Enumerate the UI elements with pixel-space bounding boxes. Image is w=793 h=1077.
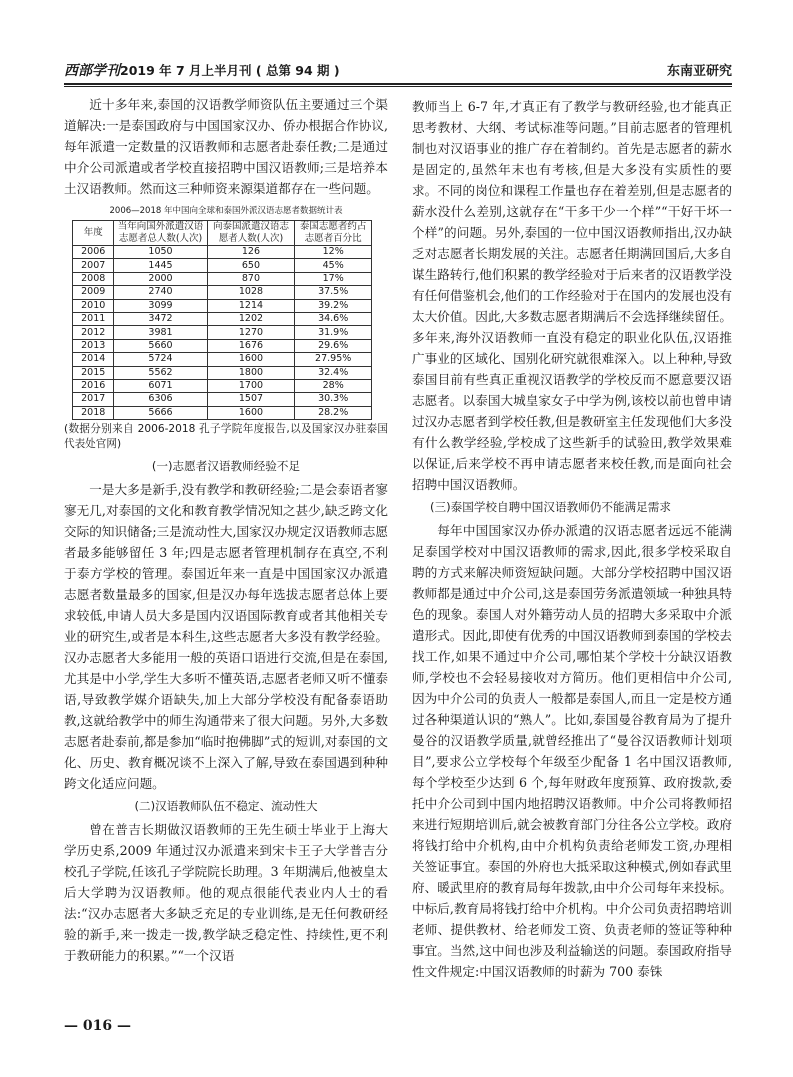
table-row: [73, 312, 372, 325]
subsection-heading-2: (二)汉语教师队伍不稳定、流动性大: [134, 799, 318, 814]
table-cell: 2011: [73, 312, 114, 325]
subsection-heading-3: (三)泰国学校自聘中国汉语教师仍不能满足需求: [430, 500, 671, 514]
table-row: [73, 379, 372, 392]
table-cell: 2017: [73, 393, 114, 406]
table-cell: 5660: [114, 339, 207, 352]
table-cell: 6071: [114, 379, 207, 392]
table-cell: 29.6%: [295, 339, 372, 352]
table-cell: 2015: [73, 366, 114, 379]
table-cell: 28.2%: [295, 406, 372, 419]
table-cell: 2018: [73, 406, 114, 419]
table-cell: 12%: [295, 246, 372, 259]
table-body: [73, 246, 372, 420]
table-cell: 30.3%: [295, 393, 372, 406]
table-cell: 2014: [73, 353, 114, 366]
table-row: [73, 366, 372, 379]
paragraph-volunteer-experience: 一是大多是新手,没有教学和教研经验;二是会泰语者寥寥无几,对泰国的文化和教育教学情况知之甚少,缺乏跨文化交际的知识储备;三是流动性大,国家汉办规定汉语教师志愿者最多能够留任 3 年;四是志愿者管理机制存在真空,不利于泰方学校的管理。泰国近年来一直是中国国家汉办派遣志愿者数量最多的国家,但是汉办每年选拔志愿者总体上要求较低,申请人员大多是国内汉语国际教育或者其他相关专业的研究生,或者是本科生,这些志愿者大多没有教学经验。汉办志愿者大多能用一般的英语口语进行交流,但是在泰国,尤其是中小学,学生大多听不懂英语,志愿者老师又听不懂泰语,导致教学媒介语缺失,加上大部分学校没有配备泰语助教,这就给教学中的师生沟通带来了很大问题。另外,大多数志愿者赴泰前,都是参加“临时抱佛脚”式的短训,对泰国的文化、历史、教育概况谈不上深入了解,导致在泰国遇到种种跨文化适应问题。: [64, 482, 388, 792]
table-cell: 5562: [114, 366, 207, 379]
table-cell: 650: [207, 259, 295, 272]
table-cell: 3099: [114, 299, 207, 312]
header-left: [64, 60, 340, 80]
table-cell: 34.6%: [295, 312, 372, 325]
table-row: [73, 286, 372, 299]
left-column: [64, 94, 388, 966]
table-cell: 1700: [207, 379, 295, 392]
table-cell: 28%: [295, 379, 372, 392]
table-cell: 1600: [207, 406, 295, 419]
table-row: [73, 326, 372, 339]
section-title: 东南亚研究: [666, 64, 732, 79]
table-cell: 17%: [295, 272, 372, 285]
table-cell: 1214: [207, 299, 295, 312]
table-cell: 1270: [207, 326, 295, 339]
issue-info: 2019 年 7 月上半月刊 ( 总第 94 期 ): [120, 63, 340, 78]
table-header-cell: 年度: [73, 221, 114, 246]
table-cell: 1445: [114, 259, 207, 272]
table-cell: 27.95%: [295, 353, 372, 366]
table-cell: 6306: [114, 393, 207, 406]
table-row: [73, 246, 372, 259]
journal-logo: 西部学刊: [64, 63, 120, 79]
table-cell: 2008: [73, 272, 114, 285]
table-row: [73, 353, 372, 366]
data-table: [72, 220, 372, 420]
table-header-cell: 泰国志愿者约占志愿者百分比: [295, 221, 372, 246]
table-header-cell: 向泰国派遣汉语志愿者人数(人次): [207, 221, 295, 246]
subsection-heading-1: (一)志愿者汉语教师经验不足: [151, 459, 301, 474]
paragraph-intro: 近十多年来,泰国的汉语教学师资队伍主要通过三个渠道解决:一是泰国政府与中国国家汉办、侨办根据合作协议,每年派遣一定数量的汉语教师和志愿者赴泰任教;二是通过中介公司派遣或者学校直接招聘中国汉语教师;三是培养本土汉语教师。然而这三种师资来源渠道都存在一些问题。: [64, 97, 388, 196]
paragraph-teacher-instability: 曾在普吉长期做汉语教师的王先生硕士毕业于上海大学历史系,2009 年通过汉办派遣来到宋卡王子大学普吉分校孔子学院,任该孔子学院院长助理。3 年期满后,他被皇太后大学聘为汉语教师。他的观点很能代表业内人士的看法:“汉办志愿者大多缺乏充足的专业训练,是无任何教研经验的新手,来一拨走一拨,教学缺乏稳定性、持续性,更不利于教研能力的积累。”“一个汉语: [64, 822, 388, 964]
page-number: — 016 —: [64, 1018, 131, 1034]
table-cell: 2013: [73, 339, 114, 352]
running-header: [64, 60, 732, 82]
table-header-cell: 当年向国外派遣汉语志愿者总人数(人次): [114, 221, 207, 246]
table-cell: 3472: [114, 312, 207, 325]
paragraph-continued: 教师当上 6-7 年,才真正有了教学与教研经验,也才能真正思考教材、大纲、考试标准等问题。”目前志愿者的管理机制也对汉语事业的推广存在着制约。首先是志愿者的薪水是固定的,虽然年末也有考核,但是大多没有实质性的要求。不同的岗位和课程工作量也存在着差别,但是志愿者的薪水没什么差别,这就存在“干多干少一个样”“干好干坏一个样”的问题。另外,泰国的一位中国汉语教师指出,汉办缺乏对志愿者长期发展的关注。志愿者任期满回国后,大多自谋生路转行,他们积累的教学经验对于后来者的汉语教学没有任何借鉴机会,他们的工作经验对于在国内的发展也没有太大价值。因此,大多数志愿者期满后不会选择继续留任。多年来,海外汉语教师一直没有稳定的职业化队伍,汉语推广事业的区域化、国别化研究就很难深入。以上种种,导致泰国目前有些真正重视汉语教学的学校反而不愿意要汉语志愿者。以泰国大城皇家女子中学为例,该校以前也曾申请过汉办志愿者到学校任教,但是教研室主任发现他们大多没有什么教学经验,学校成了这些新手的试验田,教学效果难以保证,后来学校不再申请志愿者来校任教,而是面向社会招聘中国汉语教师。: [412, 99, 732, 492]
right-column: [412, 96, 732, 982]
table-row: [73, 406, 372, 419]
table-cell: 2012: [73, 326, 114, 339]
table-cell: 1676: [207, 339, 295, 352]
table-cell: 1800: [207, 366, 295, 379]
table-row: [73, 272, 372, 285]
table-row: [73, 299, 372, 312]
table-cell: 2010: [73, 299, 114, 312]
table-row: [73, 393, 372, 406]
table-cell: 2009: [73, 286, 114, 299]
table-cell: 3981: [114, 326, 207, 339]
table-cell: 5724: [114, 353, 207, 366]
header-rule: [64, 83, 732, 85]
table-cell: 2006: [73, 246, 114, 259]
table-cell: 870: [207, 272, 295, 285]
table-cell: 2000: [114, 272, 207, 285]
table-cell: 1600: [207, 353, 295, 366]
header-rule-thin: [64, 86, 732, 87]
table-cell: 32.4%: [295, 366, 372, 379]
table-row: [73, 339, 372, 352]
table-cell: 1028: [207, 286, 295, 299]
table-source-note: (数据分别来自 2006-2018 孔子学院年度报告,以及国家汉办驻泰国代表处官网): [64, 423, 388, 451]
table-cell: 39.2%: [295, 299, 372, 312]
table-cell: 1050: [114, 246, 207, 259]
table-cell: 126: [207, 246, 295, 259]
table-cell: 37.5%: [295, 286, 372, 299]
table-row: [73, 259, 372, 272]
table-cell: 2016: [73, 379, 114, 392]
table-header-row: [73, 221, 372, 246]
table-cell: 2007: [73, 259, 114, 272]
paragraph-self-hired-teachers: 每年中国国家汉办侨办派遣的汉语志愿者远远不能满足泰国学校对中国汉语教师的需求,因此,很多学校采取自聘的方式来解决师资短缺问题。大部分学校招聘中国汉语教师都是通过中介公司,这是泰国劳务派遣领域一种独具特色的现象。泰国人对外籍劳动人员的招聘大多采取中介派遣形式。因此,即使有优秀的中国汉语教师到泰国的学校去找工作,如果不通过中介公司,哪怕某个学校十分缺汉语教师,学校也不会轻易接收对方简历。他们更相信中介公司,因为中介公司的负责人一般都是泰国人,而且一定是校方通过各种渠道认识的“熟人”。比如,泰国曼谷教育局为了提升曼谷的汉语教学质量,就曾经推出了“曼谷汉语教师计划项目”,要求公立学校每个年级至少配备 1 名中国汉语教师,每个学校至少达到 6 个,每年财政年度预算、政府拨款,委托中介公司到中国内地招聘汉语教师。中介公司将教师招来进行短期培训后,就会被教育部门分往各公立学校。政府将钱打给中介机构,由中介机构负责给老师发工资,办理相关签证事宜。泰国的外府也大抵采取这种模式,例如春武里府、暖武里府的教育局每年拨款,由中介公司每年来投标。中标后,教育局将钱打给中介机构。中介公司负责招聘培训老师、提供教材、给老师发工资、负责老师的签证等种种事宜。当然,这中间也涉及利益输送的问题。泰国政府指导性文件规定:中国汉语教师的时薪为 700 泰铢: [412, 523, 732, 979]
table-cell: 5666: [114, 406, 207, 419]
table-cell: 1202: [207, 312, 295, 325]
table-cell: 2740: [114, 286, 207, 299]
table-caption: 2006—2018 年中国向全球和泰国外派汉语志愿者数据统计表: [109, 206, 343, 216]
table-cell: 31.9%: [295, 326, 372, 339]
table-cell: 1507: [207, 393, 295, 406]
table-cell: 45%: [295, 259, 372, 272]
